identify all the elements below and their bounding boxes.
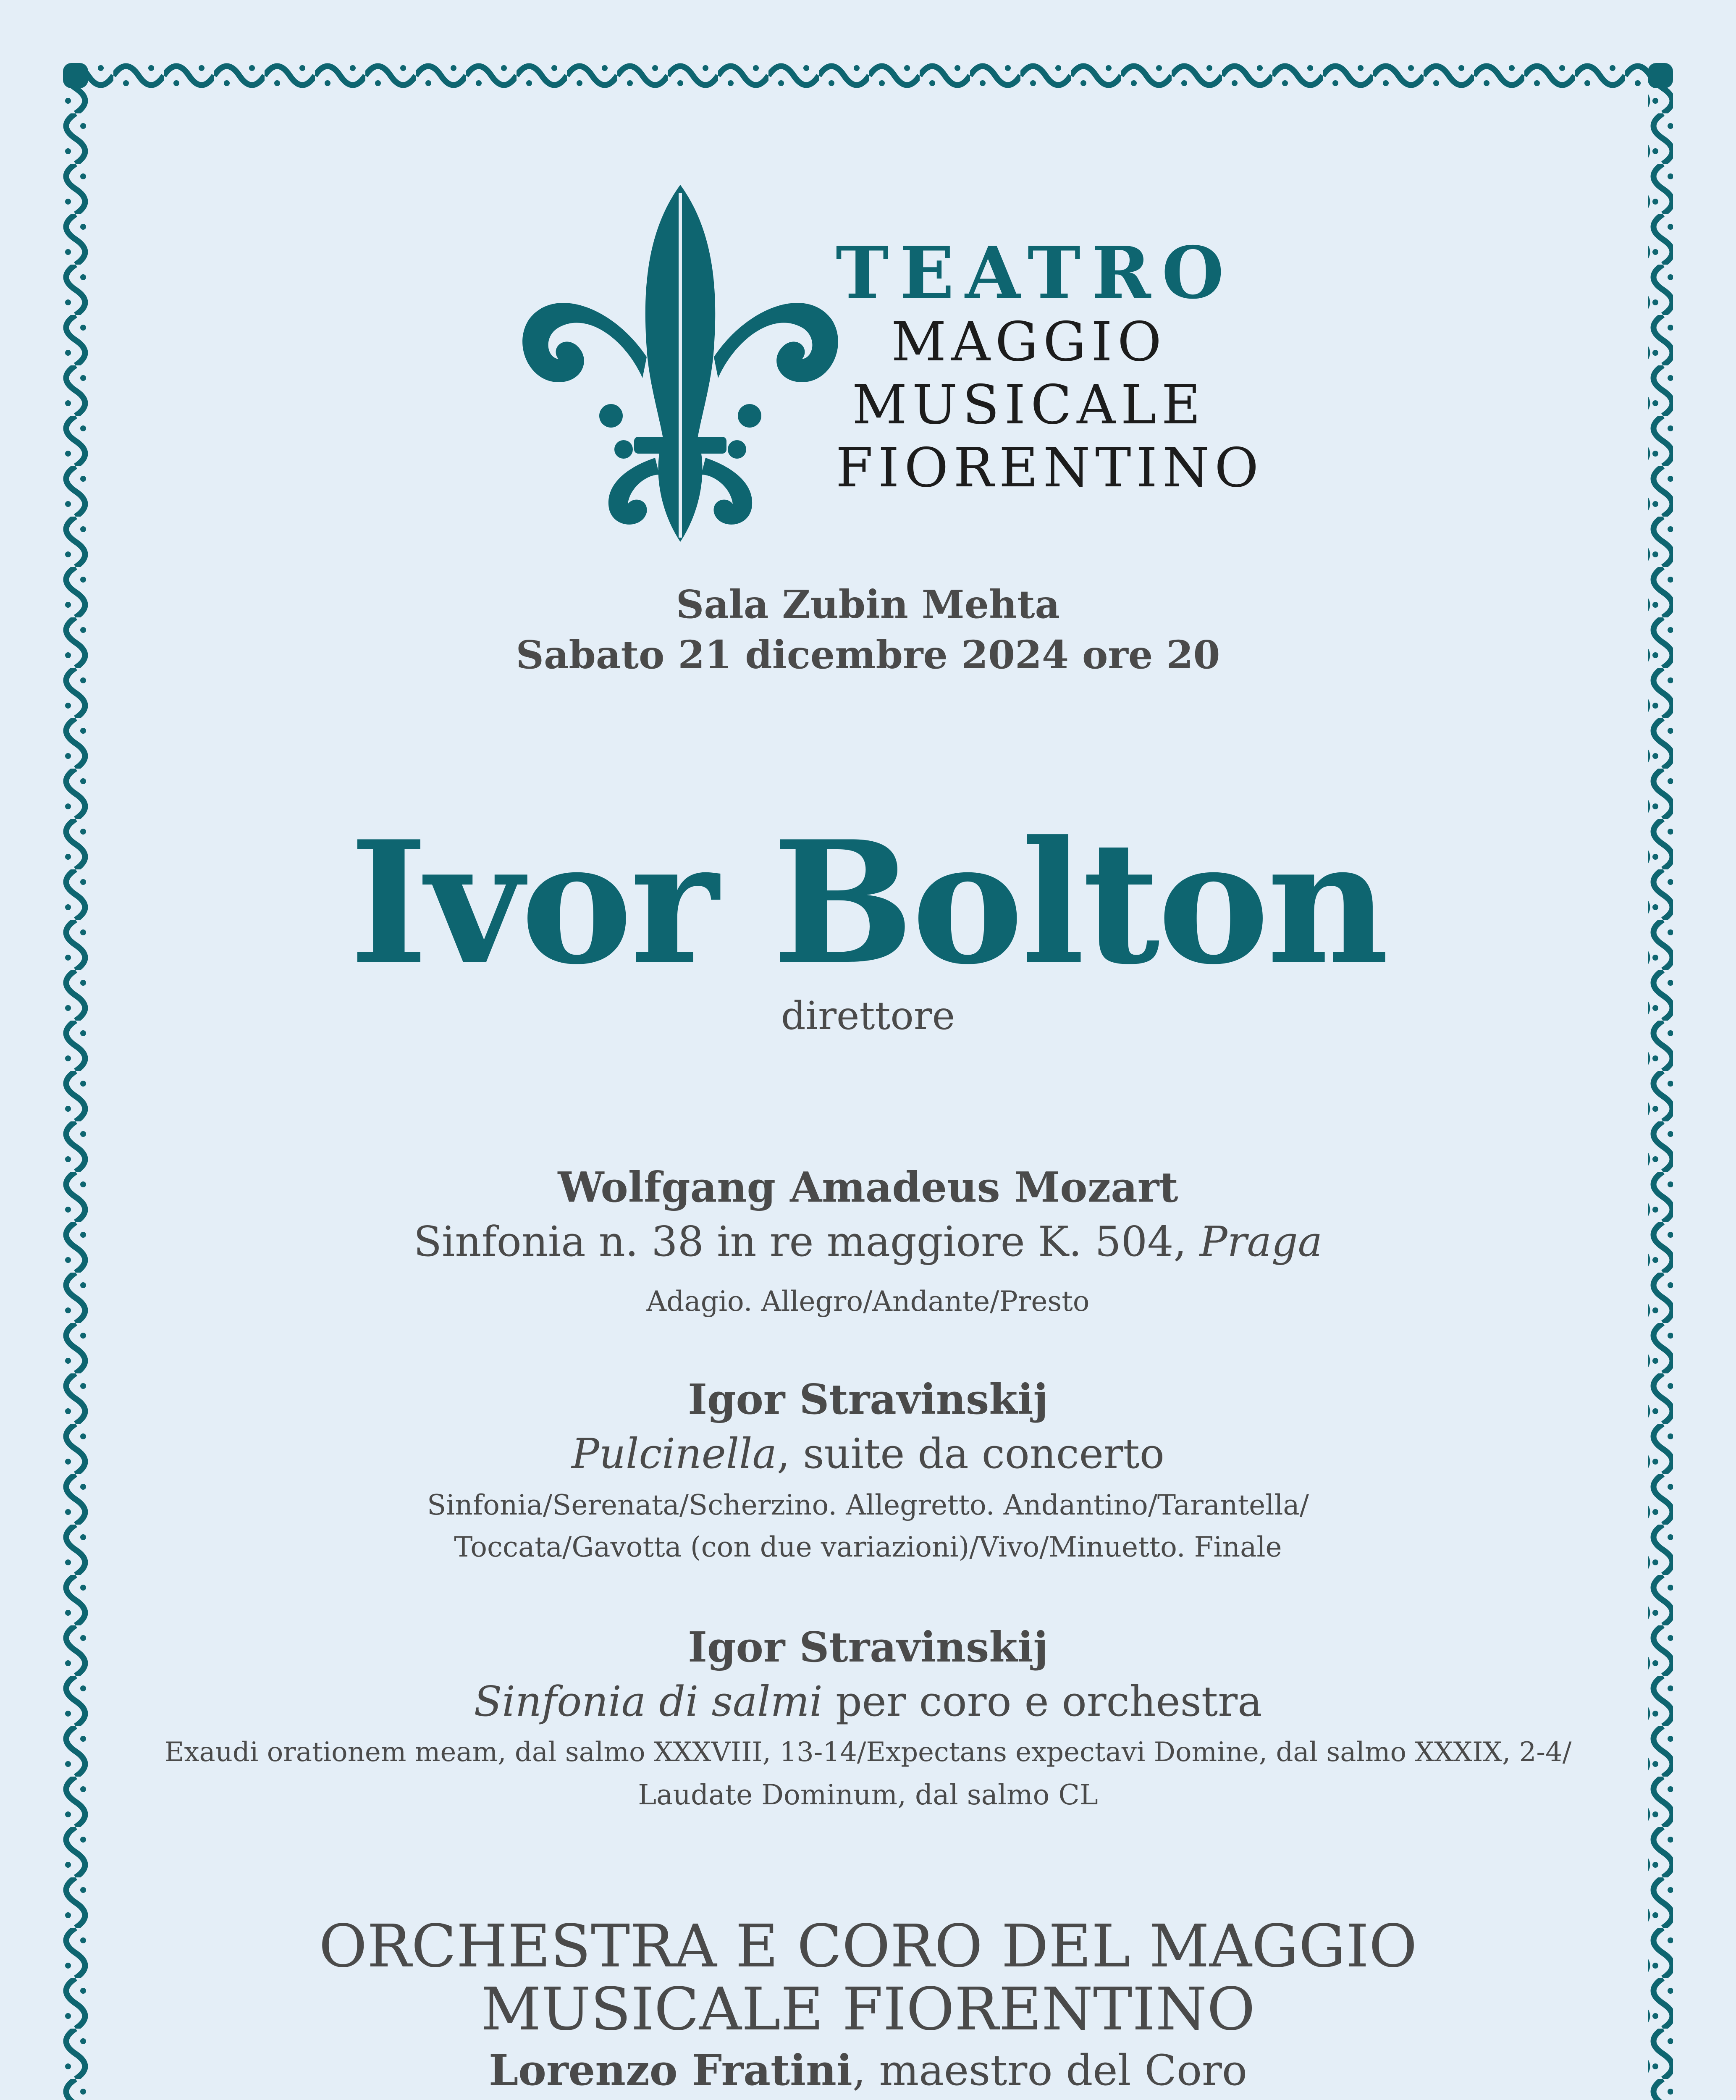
- chorus-master-role: , maestro del Coro: [852, 2046, 1248, 2095]
- work-movements: Adagio. Allegro/Andante/Presto: [646, 1285, 1090, 1318]
- work-movements-line2: Toccata/Gavotta (con due variazioni)/Vivo/Minuetto. Finale: [454, 1531, 1282, 1563]
- work-title-main: Sinfonia n. 38 in re maggiore K. 504,: [413, 1218, 1200, 1266]
- work-movements-line2: Laudate Dominum, dal salmo CL: [638, 1779, 1098, 1811]
- chorus-master: [0, 2045, 1736, 2095]
- wordmark-line-musicale: MUSICALE: [852, 374, 1206, 436]
- wordmark-line-fiorentino: FIORENTINO: [836, 437, 1264, 499]
- work-title: [0, 1678, 1736, 1726]
- theatre-wordmark: [836, 231, 1264, 500]
- wordmark-line-teatro: TEATRO: [836, 231, 1235, 315]
- composer-name: Igor Stravinskij: [688, 1376, 1048, 1424]
- ensemble-line2: MUSICALE FIORENTINO: [481, 1975, 1255, 2044]
- work-movements-line1: Exaudi orationem meam, dal salmo XXXVIII, 13-14/Expectans expectavi Domine, dal salmo XXXIX, 2-4/: [164, 1737, 1572, 1768]
- venue: Sala Zubin Mehta: [676, 582, 1060, 627]
- work-title: [0, 1430, 1736, 1478]
- work-title-italic: Sinfonia di salmi: [474, 1678, 823, 1726]
- composer-name: Igor Stravinskij: [688, 1623, 1048, 1672]
- work-title-rest: , suite da concerto: [776, 1430, 1164, 1478]
- event-date: Sabato 21 dicembre 2024 ore 20: [516, 632, 1220, 677]
- work-movements-line1: Sinfonia/Serenata/Scherzino. Allegretto. Andantino/Tarantella/: [427, 1489, 1309, 1521]
- work-title-italic: Pulcinella: [572, 1430, 777, 1478]
- composer-name: Wolfgang Amadeus Mozart: [558, 1163, 1178, 1212]
- fleur-de-lis-logo: [521, 181, 840, 546]
- wordmark-line-maggio: MAGGIO: [891, 311, 1167, 373]
- ensemble-line1: ORCHESTRA E CORO DEL MAGGIO: [319, 1912, 1417, 1981]
- work-title-rest: per coro e orchestra: [822, 1678, 1262, 1726]
- conductor-name: Ivor Bolton: [349, 804, 1387, 1002]
- work-title-italic: Praga: [1199, 1218, 1323, 1266]
- chorus-master-name: Lorenzo Fratini: [488, 2045, 852, 2095]
- conductor-role: direttore: [781, 993, 955, 1038]
- work-title: [0, 1218, 1736, 1266]
